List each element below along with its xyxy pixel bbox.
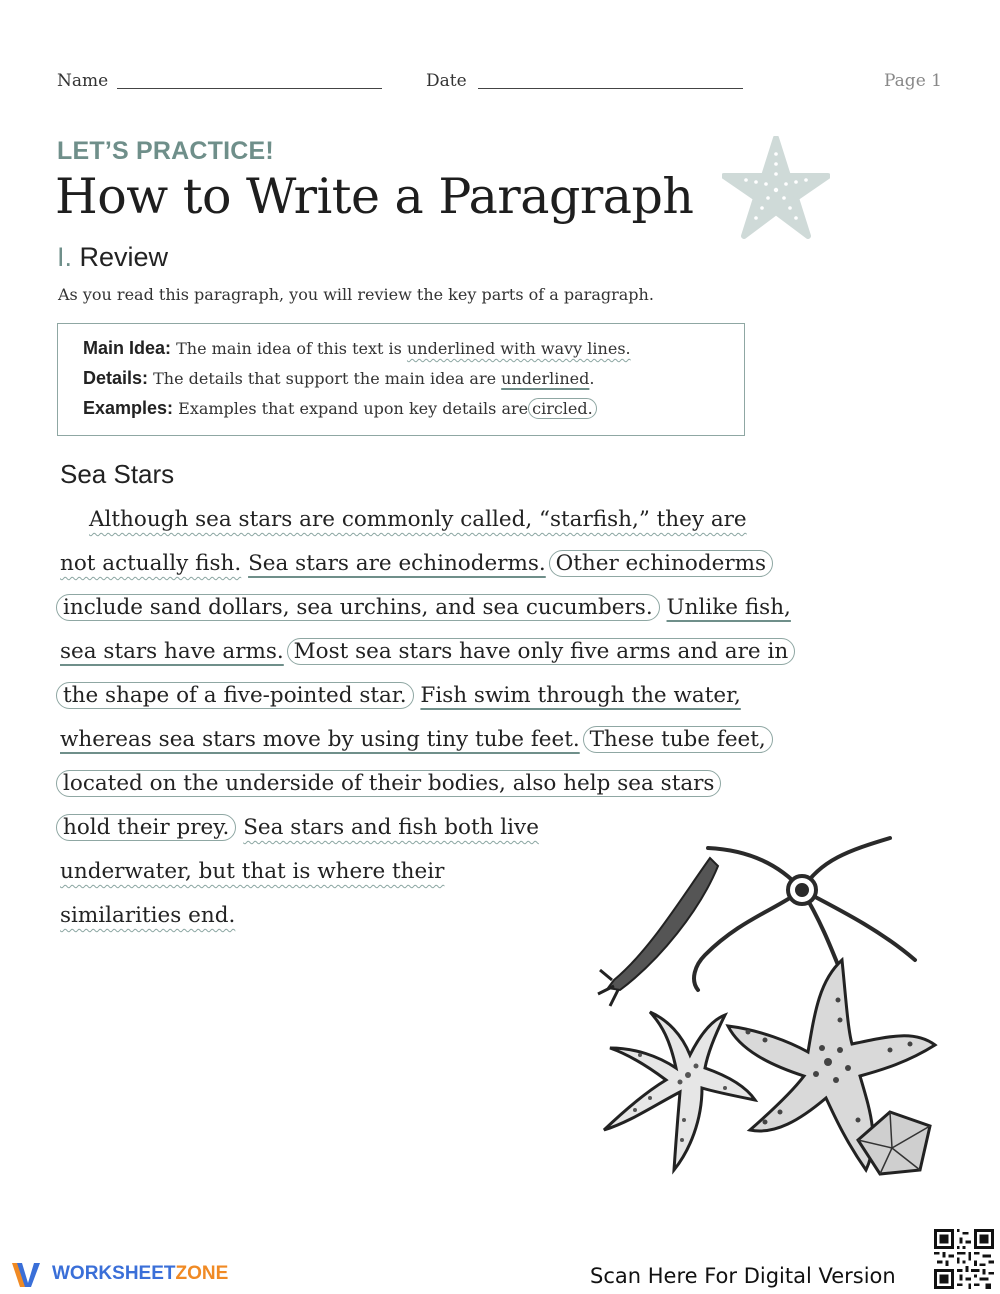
legend-examples [83,398,597,419]
legend-main-label: Main Idea: [83,338,172,358]
starfish-icon [722,136,830,240]
brittle-star [694,838,915,990]
detail-2b: sea stars have arms. [60,639,284,664]
detail-3a: Fish swim through the water, [420,683,741,708]
legend-examples-label: Examples: [83,398,174,418]
name-label: Name [57,71,109,91]
scan-here-text: Scan Here For Digital Version [590,1264,896,1288]
detail-3b: whereas sea stars move by using tiny tube feet. [60,727,580,752]
legend-box [57,323,745,436]
page-number: Page 1 [884,71,942,91]
date-label: Date [426,71,467,91]
legend-examples-mark: circled. [528,398,597,419]
review-number: I. [57,242,73,272]
example-2b: the shape of a five-pointed star. [56,682,414,709]
legend-details [83,368,594,389]
passage-line-3 [60,593,791,623]
detail-1: Sea stars are echinoderms. [248,551,546,576]
qr-code-icon[interactable] [934,1229,994,1289]
passage-line-6 [60,725,773,755]
example-1a: Other echinoderms [549,550,773,577]
passage-line-4 [60,637,795,667]
legend-main-idea [83,338,631,359]
brand-name-part2: ZONE [175,1263,229,1284]
long-star-arm [608,858,718,990]
legend-main-text: The main idea of this text is [176,339,402,358]
legend-details-label: Details: [83,368,149,388]
passage-line-1 [89,505,747,535]
brand-name-part1: WORKSHEET [52,1263,176,1284]
passage-line-9 [60,857,444,887]
legend-examples-text: Examples that expand upon key details are [178,399,529,418]
legend-details-text: The details that support the main idea are [153,369,497,388]
main-idea-5: similarities end. [60,903,236,928]
main-idea-2: not actually fish. [60,551,242,576]
legend-main-mark: underlined with wavy lines. [406,339,631,358]
example-3b: located on the underside of their bodies, also help sea stars [56,770,721,797]
review-heading-text: Review [79,242,169,272]
main-idea-4: underwater, but that is where their [60,859,445,884]
example-3a: These tube feet, [583,726,773,753]
main-idea-3: Sea stars and fish both live [243,815,539,840]
page-title: How to Write a Paragraph [55,168,694,225]
passage-line-7 [60,769,721,799]
example-2a: Most sea stars have only five arms and are in [287,638,796,665]
sea-stars-illustration [590,830,950,1190]
worksheetzone-logo-icon [10,1259,46,1289]
date-field[interactable] [478,88,743,89]
passage-line-8 [60,813,539,843]
passage-line-5 [60,681,741,711]
brand-name [52,1263,228,1285]
passage-title: Sea Stars [60,459,175,489]
main-idea-1: Although sea stars are commonly called, “starfish,” they are [89,507,747,532]
legend-details-mark: underlined [501,369,590,388]
example-1b: include sand dollars, sea urchins, and sea cucumbers. [56,594,660,621]
detail-2a: Unlike fish, [666,595,791,620]
passage-line-2 [60,549,773,579]
example-3c: hold their prey. [56,814,236,841]
review-intro: As you read this paragraph, you will review the key parts of a paragraph. [58,285,654,304]
name-field[interactable] [117,88,382,89]
lets-practice-kicker: LET’S PRACTICE! [57,137,274,165]
review-heading [57,242,168,273]
passage-line-10 [60,901,235,931]
legend-details-end: . [589,369,595,388]
